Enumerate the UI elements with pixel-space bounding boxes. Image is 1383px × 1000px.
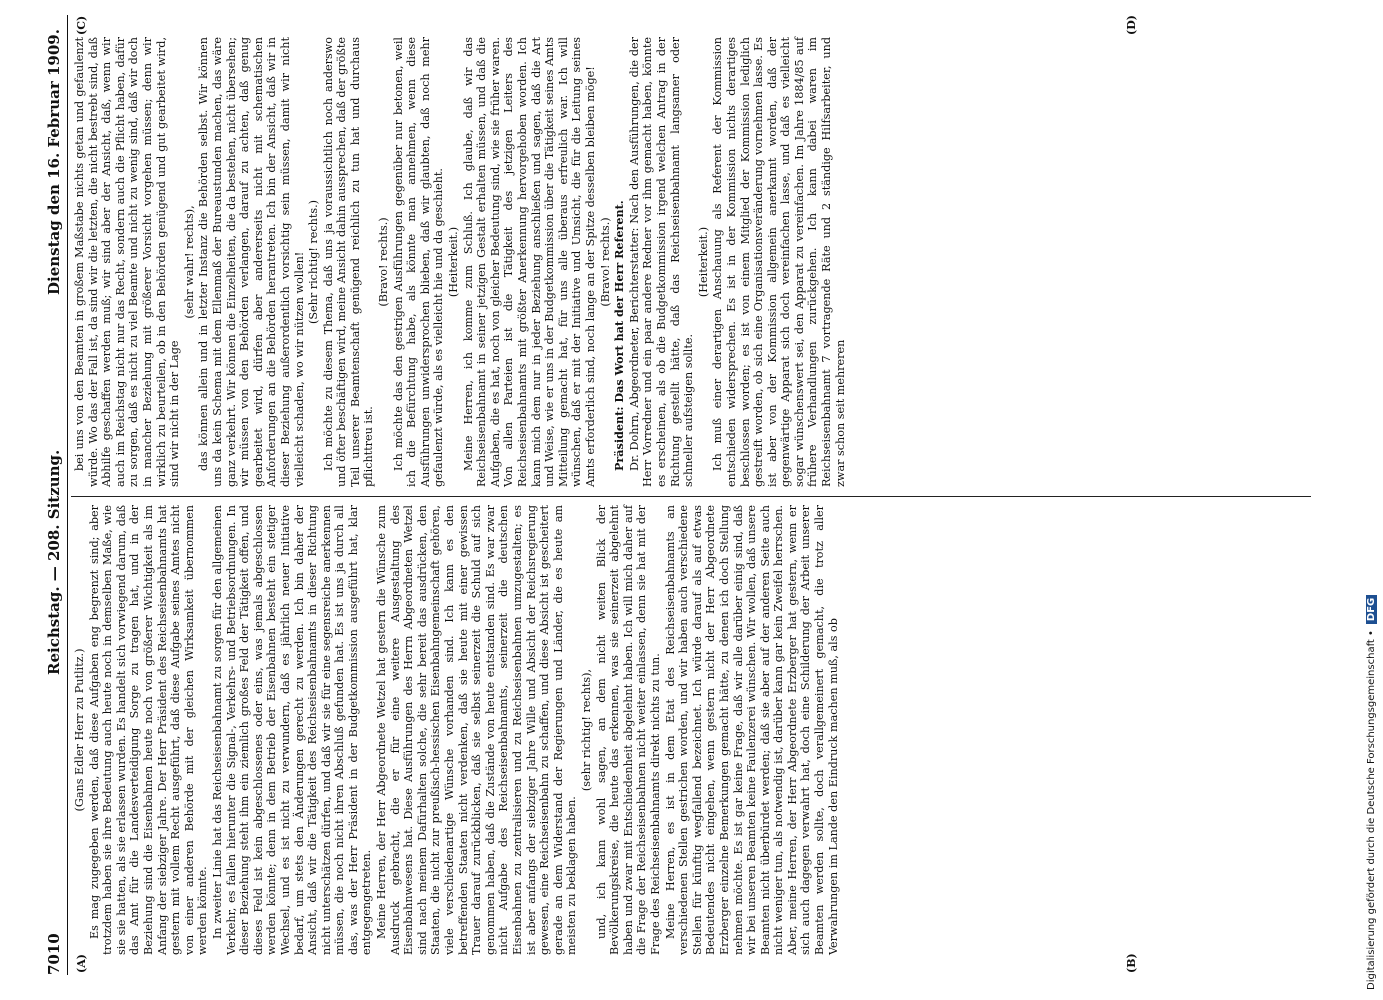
president-line: Präsident: Das Wort hat der Herr Referent. [612,200,627,471]
column-divider [71,496,1311,497]
session-date: Dienstag den 16. Februar 1909. [45,29,63,295]
dfg-logo: DFG [1366,595,1377,624]
paragraph: Ich möchte das den gestrigen Ausführungen gegenüber nur betonen, weil ich die Befürchtung habe, als könnte man annehmen, wenn diese Ausführungen unwidersprochen blieben, daß wir glaubten, daß noch mehr gefaulenzt würde, als es vielleicht hie und da geschieht. [391,37,446,487]
paragraph: das können allein und in letzter Instanz die Behörden selbst. Wir können uns da kein Schema mit dem Ellenmaß der Bureaustunden machen, das wäre ganz verkehrt. Wir können die Einzelheiten, die da bestehen, nicht übersehen; wir müssen von den Behörden verlangen, darauf zu achten, daß genug gearbeitet wird, dürfen aber andererseits nicht mit schematischen Anforderungen an die Behörden herantreten. Ich bin der Ansicht, daß wir in dieser Beziehung außerordentlich vorsichtig sein müssen, damit wir nicht vielleicht schaden, wo wir nützen wollen! [197,37,306,487]
speaker-line: (Gans Edler Herr zu Putlitz.) [73,648,86,812]
interjection: (sehr richtig! rechts), [579,668,593,792]
paragraph: Es mag zugegeben werden, daß diese Aufgaben eng begrenzt sind; aber trotzdem haben sie ihre Bedeutung auch heute noch in demselben Maße, wie sie sie hatten, als sie erlassen wurden. Es handelt sich vorwiegend darum, daß das Amt für die Landesverteidigung Sorge zu tragen hat, und in der Beziehung sind die Eisenbahnen heute noch von größerer Wichtigkeit als im Anfang der siebziger Jahre. Der Herr Präsident des Reichseisenbahnamts hat gestern mit vollem Recht ausgeführt, daß diese Aufgabe seines Amtes nicht von einer anderen Behörde mit der gleichen Wirksamkeit übernommen werden könnte. [87,505,210,955]
text-column-left [73,505,841,955]
page-header [45,15,68,975]
paragraph: Ich möchte zu diesem Thema, daß uns ja voraussichtlich noch anderswo und öfter beschäftigen wird, meine Ansicht dahin aussprechen, daß der größte Teil unserer Beamtenschaft genügend reichlich zu tun hat und durchaus pflichttreu ist. [321,37,376,487]
interjection: (sehr wahr! rechts), [182,205,196,319]
paragraph: Meine Herren, ich komme zum Schluß. Ich glaube, daß wir das Reichseisenbahnamt in seiner jetzigen Gestalt erhalten müssen, und daß die Aufgaben, die es hat, noch von gleicher Bedeutung sind, wie sie früher waren. Von allen Parteien ist die Tätigkeit des jetzigen Leiters des Reichseisenbahnamts mit größter Anerkennung hervorgehoben worden. Ich kann mich dem nur in jeder Beziehung anschließen und sagen, daß die Art und Weise, wie er uns in der Budgetkommission über die Tätigkeit seines Amts Mitteilung gemacht hat, für uns alle überaus erfreulich war. Ich will wünschen, daß er mit der Initiative und Umsicht, die für die Leitung seines Amts erforderlich sind, noch lange an der Spitze desselben bleiben möge! [461,37,597,487]
paragraph: Meine Herren, der Herr Abgeordnete Wetzel hat gestern die Wünsche zum Ausdruck gebracht, die er für eine weitere Ausgestaltung des Eisenbahnwesens hat. Diese Ausführungen des Herrn Abgeordneten Wetzel sind nach meinem Dafürhalten solche, die sehr bereit das ausdrücken, den Staaten, die nicht zur preußisch-hessischen Eisenbahngemeinschaft gehören, viele verschiedenartige Wünsche vorhanden sind. Ich kann es den betreffenden Staaten nicht verdenken, daß sie heute mit einer gewissen Trauer darauf zurückblicken, daß sie selbst seinerzeit die Schuld auf sich genommen haben, daß die Zustände von heute entstanden sind. Es war zwar nicht Aufgabe des Reichseisenbahnamts, seinerzeit die deutschen Eisenbahnen zu zentralisieren und zu Reichseisenbahnen umzugestalten; es ist aber anfangs der siebziger Jahre Wille und Absicht der Reichsregierung gewesen, eine Reichseisenbahn zu schaffen, und diese Absicht ist gescheitert gerade an dem Widerstand der Regierungen und Länder, die es heute am meisten zu beklagen haben. [375,505,579,955]
digitization-text: Digitalisierung gefördert durch die Deutsche Forschungsgemeinschaft • [1366,630,1377,990]
margin-marker-c: (C) [75,15,88,35]
interjection: (Heiterkeit.) [696,226,710,298]
digitization-note [1366,0,1380,990]
interjection: (Bravo! rechts.) [598,217,612,307]
session-title: Reichstag. — 208. Sitzung. [45,449,63,675]
rotated-page-content [45,15,1335,975]
interjection: (Sehr richtig! rechts.) [307,199,321,325]
interjection: (Heiterkeit.) [447,226,461,298]
margin-marker-a: (A) [75,954,88,973]
paragraph: Dr. Dohrn, Abgeordneter, Berichterstatter: Nach den Ausführungen, die der Herr Vorredner und ein paar andere Redner vor ihm gemacht haben, könnte es erscheinen, als ob die Budgetkommission irgend welchen Antrag in der Richtung gestellt hätte, daß das Reichseisenbahnamt langsamer oder schneller aufsteigen sollte. [627,37,696,487]
margin-marker-b: (B) [1125,953,1138,973]
paragraph: In zweiter Linie hat das Reichseisenbahnamt zu sorgen für den allgemeinen Verkehr, es fallen hierunter die Signal-, Verkehrs- und Betriebsordnungen. In dieser Beziehung steht ihm ein ziemlich großes Feld der Tätigkeit offen, und dieses Feld ist kein abgeschlossenes oder eins, was jemals abgeschlossen werden könnte; denn in dem Betrieb der Eisenbahnen besteht ein stetiger Wechsel, und es ist nicht zu verwundern, daß es jährlich neuer Initiative bedarf, um stets den Änderungen gerecht zu werden. Ich bin daher der Ansicht, daß wir die Tätigkeit des Reichseisenbahnamts in dieser Richtung nicht unterschätzen dürfen, und daß wir sie für eine segensreiche anerkennen müssen, die noch nicht ihren Abschluß gefunden hat. Es ist uns ja durch all das, was der Herr Präsident in der Budgetkommission ausgeführt hat, klar entgegengetreten. [210,505,374,955]
text-column-right [73,37,848,487]
interjection: (Bravo! rechts.) [377,217,391,307]
paragraph: Ich muß einer derartigen Anschauung als Referent der Kommission entschieden widersprechen. Es ist in der Kommission nichts derartiges beschlossen worden; es ist von einem Mitglied der Kommission lediglich gestreift worden, ob sich eine Organisationsveränderung vornehmen lasse. Es ist aber von der Kommission allgemein anerkannt worden, daß der gegenwärtige Apparat sich doch vereinfachen lasse, und daß es vielleicht sogar wünschenswert sei, den Apparat zu vereinfachen. Im Jahre 1884/85 auf frühere Verhandlungen zurückgehen. Ich kann dabei waren im Reichseisenbahnamt 7 vortragende Räte und 2 ständige Hilfsarbeiter, und zwar schon seit mehreren [711,37,847,487]
paragraph: Meine Herren, es ist in dem Etat des Reichseisenbahnamts an verschiedenen Stellen gestrichen worden, und wir haben auch verschiedene Stellen für künftig wegfallend bezeichnet. Ich würde darauf als auf etwas Bedeutendes nicht eingehen, wenn gestern nicht der Herr Abgeordnete Erzberger einzelne Bemerkungen gemacht hätte, zu denen ich doch Stellung nehmen möchte. Es ist gar keine Frage, daß wir alle darüber einig sind, daß wir bei unseren Beamten keine Faulenzerei wünschen. Wir wollen, daß unsere Beamten nicht überbürdet werden; daß sie aber auf der anderen Seite auch nicht weniger tun, als notwendig ist, darüber kann gar kein Zweifel herrschen. Aber, meine Herren, der Herr Abgeordnete Erzberger hat gestern, wenn er sich auch dagegen verwahrt hat, doch eine Schilderung der Arbeit unserer Beamten werden sollte, doch verallgemeinert gemacht, die trotz aller Verwahrungen im Lande den Eindruck machen muß, als ob [663,505,840,955]
paragraph: und, ich kann wohl sagen, an dem nicht weiten Blick der Bevölkerungskreise, die heute das erkennen, was sie seinerzeit abgelehnt haben und zwar mit Entschiedenheit abgelehnt haben. Ich will mich daher auf die Frage der Reichseisenbahnen nicht weiter einlassen, denn sie hat mit der Frage des Reichseisenbahnamts direkt nichts zu tun. [594,505,662,955]
page-number: 7010 [45,933,63,975]
margin-marker-d: (D) [1125,15,1138,35]
paragraph: bei uns von den Beamten in großem Maßstabe nichts getan und gefaulenzt würde. Wo das der Fall ist, da sind wir die letzten, die nicht bestrebt sind, daß Abhilfe geschaffen werden muß; wir sind aber der Ansicht, daß, wenn wir auch im Reichstag nicht nur das Recht, sondern auch die Pflicht haben, dafür zu sorgen, daß es nicht zu viel Beamte und nicht zu wenig sind, daß wir doch in mancher Beziehung mit größerer Vorsicht vorgehen müssen; denn wir wirklich zu beurteilen, ob in den Behörden genügend und gut gearbeitet wird, sind wir nicht in der Lage [73,37,182,487]
